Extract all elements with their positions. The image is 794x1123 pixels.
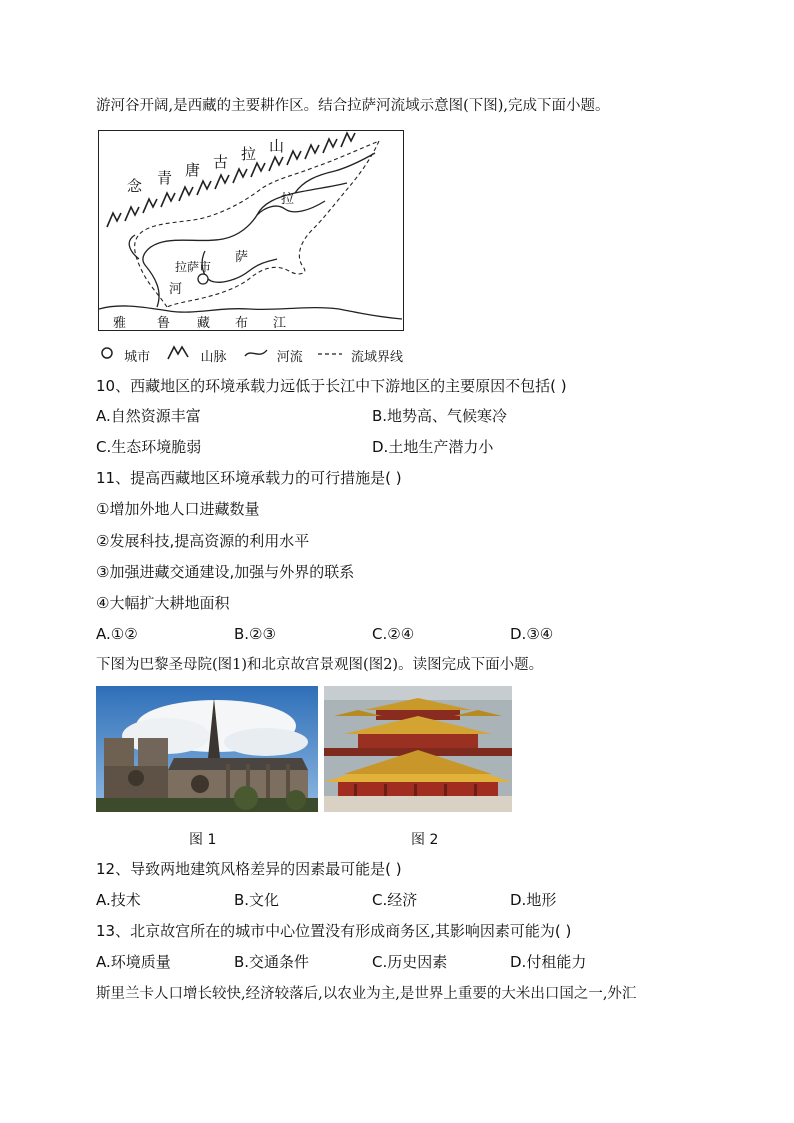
- q11-statement-1: ①增加外地人口进藏数量: [96, 500, 260, 518]
- map-river-char-sa: 萨: [235, 250, 249, 265]
- map-river-char-la: 拉: [281, 192, 295, 207]
- lhasa-river-map: [98, 130, 404, 331]
- q11-option-a: A.①②: [96, 625, 138, 643]
- q13-option-c: C.历史因素: [372, 953, 448, 971]
- q13-option-d: D.付租能力: [510, 953, 587, 971]
- q13-option-b: B.交通条件: [234, 953, 310, 971]
- figure-2-caption: 图 2: [411, 832, 439, 848]
- mountain-legend-icon: [166, 345, 192, 365]
- q10-option-a: A.自然资源丰富: [96, 407, 201, 425]
- q11-statement-3: ③加强进藏交通建设,加强与外界的联系: [96, 563, 355, 581]
- next-passage-line: 斯里兰卡人口增长较快,经济较落后,以农业为主,是世界上重要的大米出口国之一,外汇: [96, 986, 637, 1002]
- map-bottom-river-char-0: 雅: [113, 316, 127, 329]
- notre-dame-photo: [96, 686, 318, 812]
- legend-boundary-label: 流域界线: [351, 349, 404, 365]
- city-legend-icon: [100, 346, 114, 364]
- map-mountain-char-0: 念: [127, 177, 143, 195]
- q11-option-b: B.②③: [234, 625, 276, 643]
- map-bottom-river-char-3: 布: [235, 316, 249, 329]
- q11-statement-2: ②发展科技,提高资源的利用水平: [96, 532, 310, 550]
- figure-1-caption: 图 1: [189, 832, 217, 848]
- q10-option-b: B.地势高、气候寒冷: [372, 407, 508, 425]
- q10-option-c: C.生态环境脆弱: [96, 438, 202, 456]
- river-legend-icon: [243, 346, 269, 364]
- map-city-label: 拉萨市: [175, 260, 212, 274]
- map-mountain-char-1: 青: [157, 169, 173, 187]
- map-bottom-river-char-1: 鲁: [157, 316, 171, 329]
- legend-city-label: 城市: [124, 349, 151, 365]
- intro-line: 游河谷开阔,是西藏的主要耕作区。结合拉萨河流域示意图(下图),完成下面小题。: [96, 98, 610, 114]
- q12-option-b: B.文化: [234, 891, 280, 909]
- map-bottom-river-char-4: 江: [273, 316, 287, 329]
- legend-mountain-label: 山脉: [200, 349, 227, 365]
- map-river-char-he: 河: [169, 282, 183, 297]
- q12-option-d: D.地形: [510, 891, 557, 909]
- map-legend: [100, 345, 403, 365]
- map-mountain-char-5: 山: [269, 137, 285, 155]
- legend-river-label: 河流: [276, 349, 303, 365]
- q12-option-a: A.技术: [96, 891, 141, 909]
- map-mountain-char-2: 唐: [185, 161, 201, 179]
- map-bottom-river-char-2: 藏: [197, 316, 211, 329]
- q10-stem: 10、西藏地区的环境承载力远低于长江中下游地区的主要原因不包括( ): [96, 377, 567, 395]
- map-mountain-char-3: 古: [213, 153, 229, 171]
- forbidden-city-photo: [324, 686, 512, 812]
- q13-option-a: A.环境质量: [96, 953, 171, 971]
- q12-option-c: C.经济: [372, 891, 418, 909]
- q11-stem: 11、提高西藏地区环境承载力的可行措施是( ): [96, 469, 402, 487]
- q11-option-c: C.②④: [372, 625, 415, 643]
- lhasa-city-marker: [198, 274, 208, 284]
- q12-stem: 12、导致两地建筑风格差异的因素最可能是( ): [96, 860, 402, 878]
- boundary-legend-icon: [317, 348, 343, 363]
- map-mountain-char-4: 拉: [241, 145, 257, 163]
- q13-stem: 13、北京故宫所在的城市中心位置没有形成商务区,其影响因素可能为( ): [96, 922, 572, 940]
- q11-statement-4: ④大幅扩大耕地面积: [96, 594, 230, 612]
- q10-option-d: D.土地生产潜力小: [372, 438, 494, 456]
- intro-figures: 下图为巴黎圣母院(图1)和北京故宫景观图(图2)。读图完成下面小题。: [96, 657, 544, 673]
- q11-option-d: D.③④: [510, 625, 554, 643]
